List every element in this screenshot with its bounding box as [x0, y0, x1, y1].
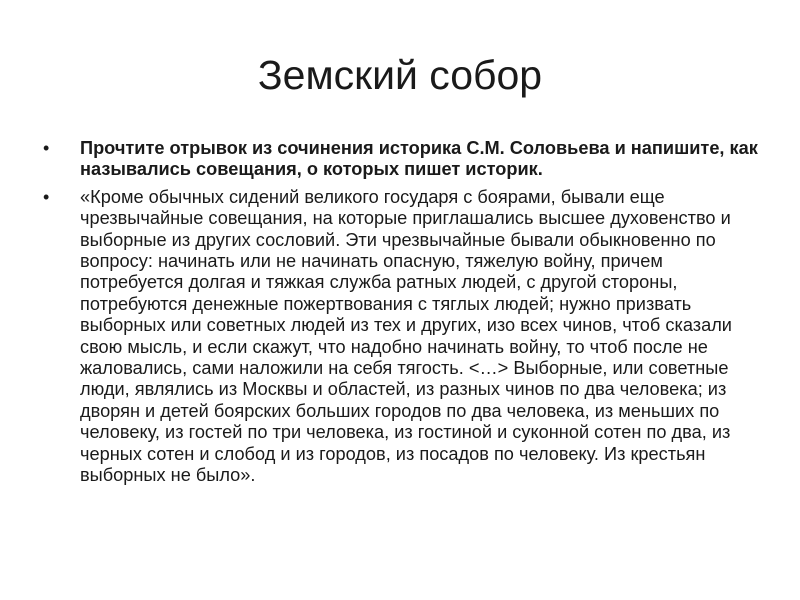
quote-text: «Кроме обычных сидений великого государя с боярами, бывали еще чрезвычайные совещания, на которые приглашались высшее духовенство и выборные из других сословий. Эти чрезвычайные бывали обыкновенно по вопросу: начинать или не начинать опасную, тяжелую войну, причем потребуется долгая и тяжкая служба ратных людей, с другой стороны, потребуются денежные пожертвования с тяглых людей; нужно призвать выборных или советных людей из тех и других, изо всех чинов, чтоб сказали свою мысль, и если скажут, что надобно начинать войну, то чтоб после не жаловались, сами наложили на себя тягость. <…> Выборные, или советные люди, являлись из Москвы и областей, из разных чинов по два человека; из дворян и детей боярских больших городов по два человека, из меньших по человеку, из гостей по три человека, из гостиной и суконной сотен по два, из черных сотен и слобод и из городов, из посадов по человеку. Из крестьян выборных не было».: [80, 186, 732, 486]
bullet-list: [43, 138, 763, 487]
bullet-dot-icon: •: [43, 186, 50, 207]
bullet-task: [43, 138, 763, 181]
slide-title: Земский собор: [257, 52, 543, 98]
bullet-dot-icon: •: [43, 138, 50, 158]
task-text: Прочтите отрывок из сочинения историка С.М. Соловьева и напишите, как назывались совещания, о которых пишет историк.: [80, 138, 758, 180]
bullet-quote: [43, 187, 763, 487]
